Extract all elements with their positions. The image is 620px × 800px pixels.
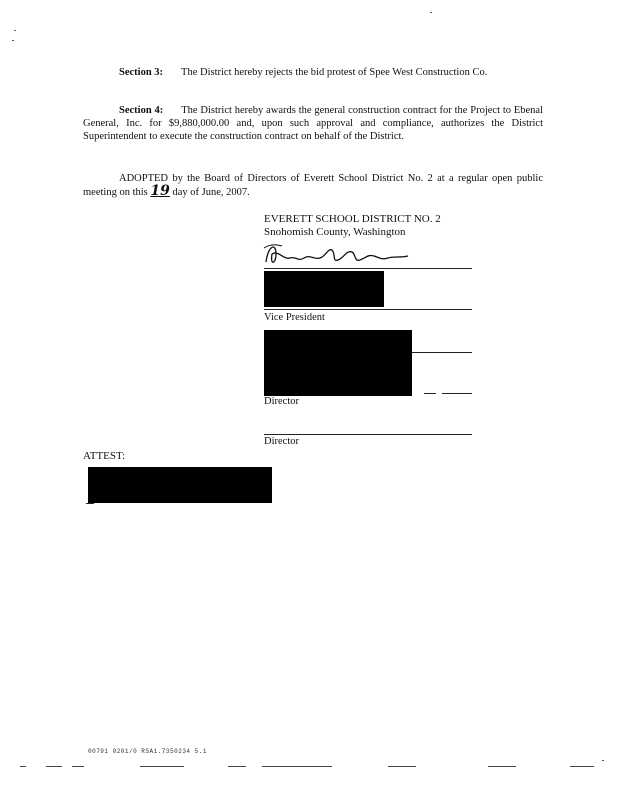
section-3-text: The District hereby rejects the bid protest of Spee West Construction Co. <box>181 67 488 78</box>
scan-mark <box>262 766 332 767</box>
title-director-2: Director <box>264 436 299 447</box>
signature-line-4b <box>442 393 472 394</box>
attest-label: ATTEST: <box>83 450 126 462</box>
scan-mark <box>488 766 516 767</box>
section-3-paragraph <box>83 66 543 79</box>
scan-speck <box>430 12 432 13</box>
adopted-paragraph <box>83 172 543 199</box>
scan-mark <box>72 766 84 767</box>
section-4-text: The District hereby awards the general construction contract for the Project to Ebenal General, Inc. for $9,880,000.00 and, upon such approval and compliance, authorizes the District Superintendent to execute the construction contract on behalf of the District. <box>83 105 543 142</box>
redaction-box-1 <box>264 271 384 307</box>
adopted-text: ADOPTED by the Board of Directors of Everett School District No. 2 at a regular open public meeting on this <box>83 173 543 198</box>
redaction-box-2 <box>264 330 412 396</box>
adopted-day-handwritten: 19 <box>150 183 170 199</box>
scan-mark <box>20 766 26 767</box>
handwritten-signature <box>262 240 432 270</box>
scan-mark <box>140 766 184 767</box>
title-director-1: Director <box>264 396 299 407</box>
signature-line-3 <box>412 352 472 353</box>
attest-line-stub <box>86 503 94 504</box>
footer-doc-id: 00791 0201/0 RSA1.7350234 5.1 <box>88 748 207 755</box>
scan-speck <box>14 30 16 31</box>
signature-line-1 <box>264 268 472 269</box>
scan-mark <box>388 766 416 767</box>
scan-mark <box>228 766 246 767</box>
signature-line-4a <box>424 393 436 394</box>
scan-speck <box>602 760 604 761</box>
scan-mark <box>570 766 594 767</box>
section-4-paragraph <box>83 104 543 143</box>
org-name: EVERETT SCHOOL DISTRICT NO. 2 <box>264 213 441 225</box>
county-name: Snohomish County, Washington <box>264 226 406 238</box>
section-4-heading: Section 4: <box>119 105 164 116</box>
signature-block-heading <box>264 213 441 239</box>
adopted-text-end: day of June, 2007. <box>172 187 250 198</box>
scan-mark <box>46 766 62 767</box>
title-vice-president: Vice President <box>264 312 325 323</box>
signature-line-5 <box>264 434 472 435</box>
scan-speck <box>12 40 14 41</box>
signature-line-2 <box>264 309 472 310</box>
redaction-box-attest <box>88 467 272 503</box>
section-3-heading: Section 3: <box>119 67 164 78</box>
